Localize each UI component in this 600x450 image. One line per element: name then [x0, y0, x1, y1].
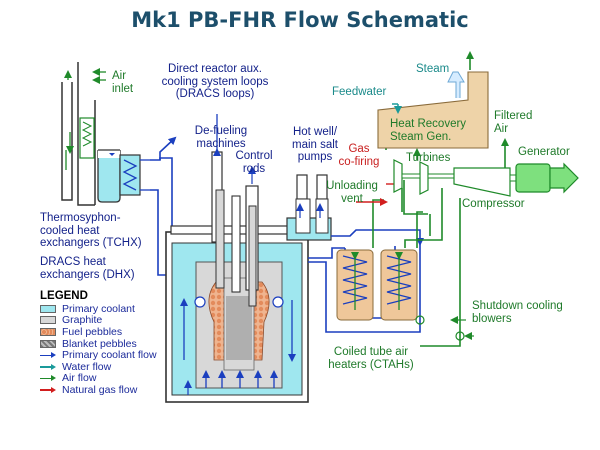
- label-ctah: Coiled tube air heaters (CTAHs): [328, 346, 414, 371]
- legend-items: [40, 303, 190, 396]
- label-defueling-machines: De-fueling machines: [194, 125, 248, 150]
- label-air-inlet: Air inlet: [112, 70, 134, 95]
- label-shutdown-blowers: Shutdown cooling blowers: [472, 300, 563, 325]
- legend-item: [40, 373, 190, 385]
- ctah-units: [337, 250, 417, 320]
- legend-flow-arrow: [40, 386, 56, 394]
- legend-swatch: [40, 305, 56, 313]
- legend-item-label: Primary coolant flow: [62, 349, 157, 362]
- legend-item: [40, 361, 190, 373]
- legend-flow-arrow: [40, 363, 56, 371]
- label-turbines: Turbines: [406, 152, 451, 164]
- legend-item: [40, 384, 190, 396]
- label-filtered-air: Filtered Air: [494, 110, 533, 135]
- legend-item-label: Water flow: [62, 360, 112, 373]
- label-dracs-loops: Direct reactor aux. cooling system loops (DRACS loops): [161, 63, 269, 100]
- legend-swatch: [40, 316, 56, 324]
- legend-item-label: Fuel pebbles: [62, 325, 123, 338]
- label-hot-well-pumps: Hot well/ main salt pumps: [291, 126, 339, 163]
- label-steam: Steam: [416, 63, 450, 75]
- legend-item-label: Graphite: [62, 314, 103, 327]
- legend-item-label: Air flow: [62, 372, 97, 385]
- label-generator: Generator: [518, 146, 570, 158]
- label-dhx: DRACS heat exchangers (DHX): [40, 256, 135, 281]
- label-gas-cofiring: Gas co-firing: [338, 143, 380, 168]
- page-title: Mk1 PB-FHR Flow Schematic: [131, 8, 469, 32]
- legend-flow-arrow: [40, 374, 56, 382]
- legend-item: [40, 326, 190, 338]
- label-tchx: Thermosyphon- cooled heat exchangers (TCHX): [40, 212, 142, 249]
- legend-flow-arrow: [40, 351, 56, 359]
- legend-item: [40, 338, 190, 350]
- label-unloading-vent: Unloading vent: [326, 180, 378, 205]
- legend-item: [40, 315, 190, 327]
- label-compressor: Compressor: [462, 198, 525, 210]
- legend: [40, 290, 190, 396]
- legend-item: [40, 303, 190, 315]
- legend-swatch: [40, 340, 56, 348]
- label-feedwater: Feedwater: [332, 86, 387, 98]
- legend-item-label: Blanket pebbles: [62, 337, 137, 350]
- legend-heading: LEGEND: [40, 290, 88, 302]
- shutdown-blowers: [416, 316, 474, 340]
- label-control-rods: Control rods: [235, 150, 273, 175]
- power-train: [394, 160, 578, 196]
- legend-item-label: Primary coolant: [62, 302, 135, 315]
- legend-item: [40, 349, 190, 361]
- tchx-unit: [62, 62, 150, 205]
- label-hrsg: Heat Recovery Steam Gen.: [390, 118, 467, 143]
- legend-swatch: [40, 328, 56, 336]
- legend-item-label: Natural gas flow: [62, 383, 138, 396]
